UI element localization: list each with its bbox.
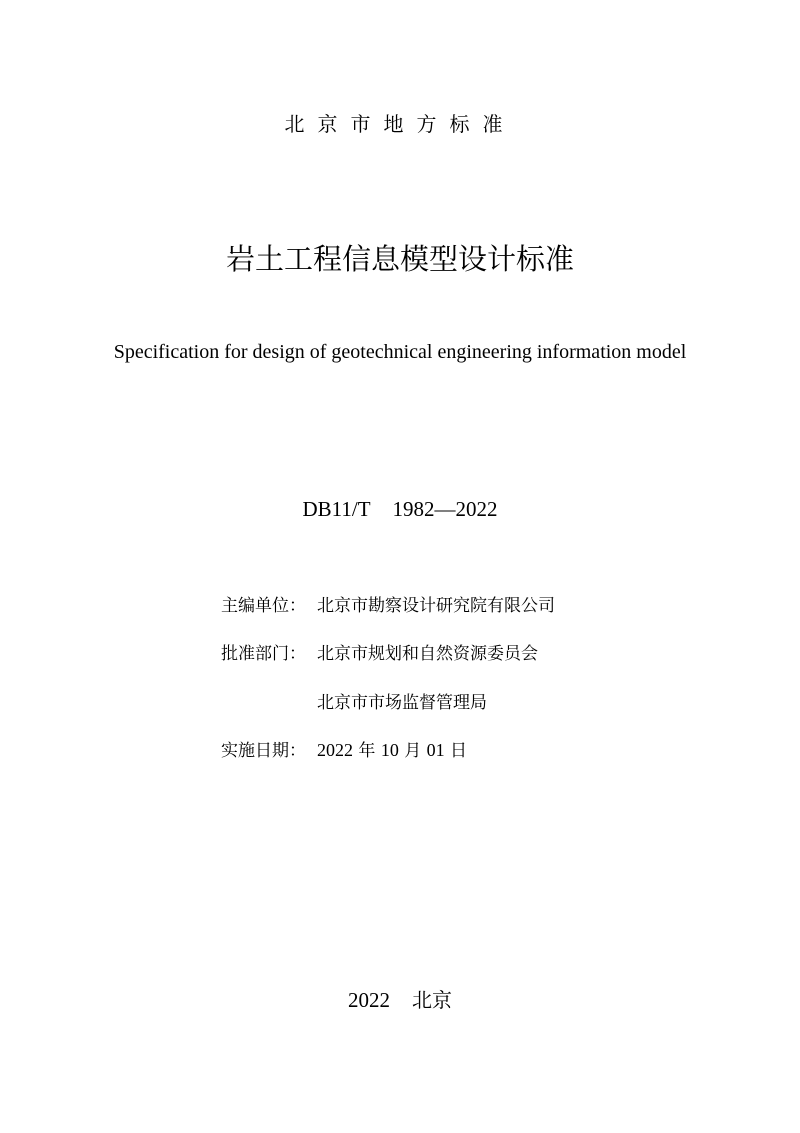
date-month-unit: 月 xyxy=(404,741,422,761)
issuer-header: 北京市地方标准 xyxy=(284,112,516,136)
approver-value-1: 北京市规划和自然资源委员会 xyxy=(317,644,538,664)
date-label: 实施日期： xyxy=(221,741,306,761)
footer-city: 北京 xyxy=(412,988,452,1012)
approver-row-2 xyxy=(221,688,487,713)
date-year: 2022 xyxy=(317,740,353,760)
footer-year: 2022 xyxy=(348,988,390,1012)
date-row xyxy=(221,736,467,761)
date-day: 01 xyxy=(426,740,445,760)
approver-row xyxy=(221,639,538,664)
date-month: 10 xyxy=(380,740,399,760)
editor-label: 主编单位： xyxy=(221,596,306,616)
footer xyxy=(0,984,800,1013)
standard-code-prefix: DB11/T xyxy=(302,497,371,521)
standard-code xyxy=(0,497,800,522)
date-year-unit: 年 xyxy=(358,741,376,761)
standard-code-number: 1982—2022 xyxy=(392,497,498,521)
document-title-en: Specification for design of geotechnical engineering information model xyxy=(113,341,687,363)
editor-value: 北京市勘察设计研究院有限公司 xyxy=(317,596,555,616)
approver-label: 批准部门： xyxy=(221,644,306,664)
editor-row xyxy=(221,591,555,616)
document-title-cn: 岩土工程信息模型设计标准 xyxy=(225,242,574,276)
approver-value-2: 北京市市场监督管理局 xyxy=(317,693,487,713)
date-day-unit: 日 xyxy=(450,741,468,761)
